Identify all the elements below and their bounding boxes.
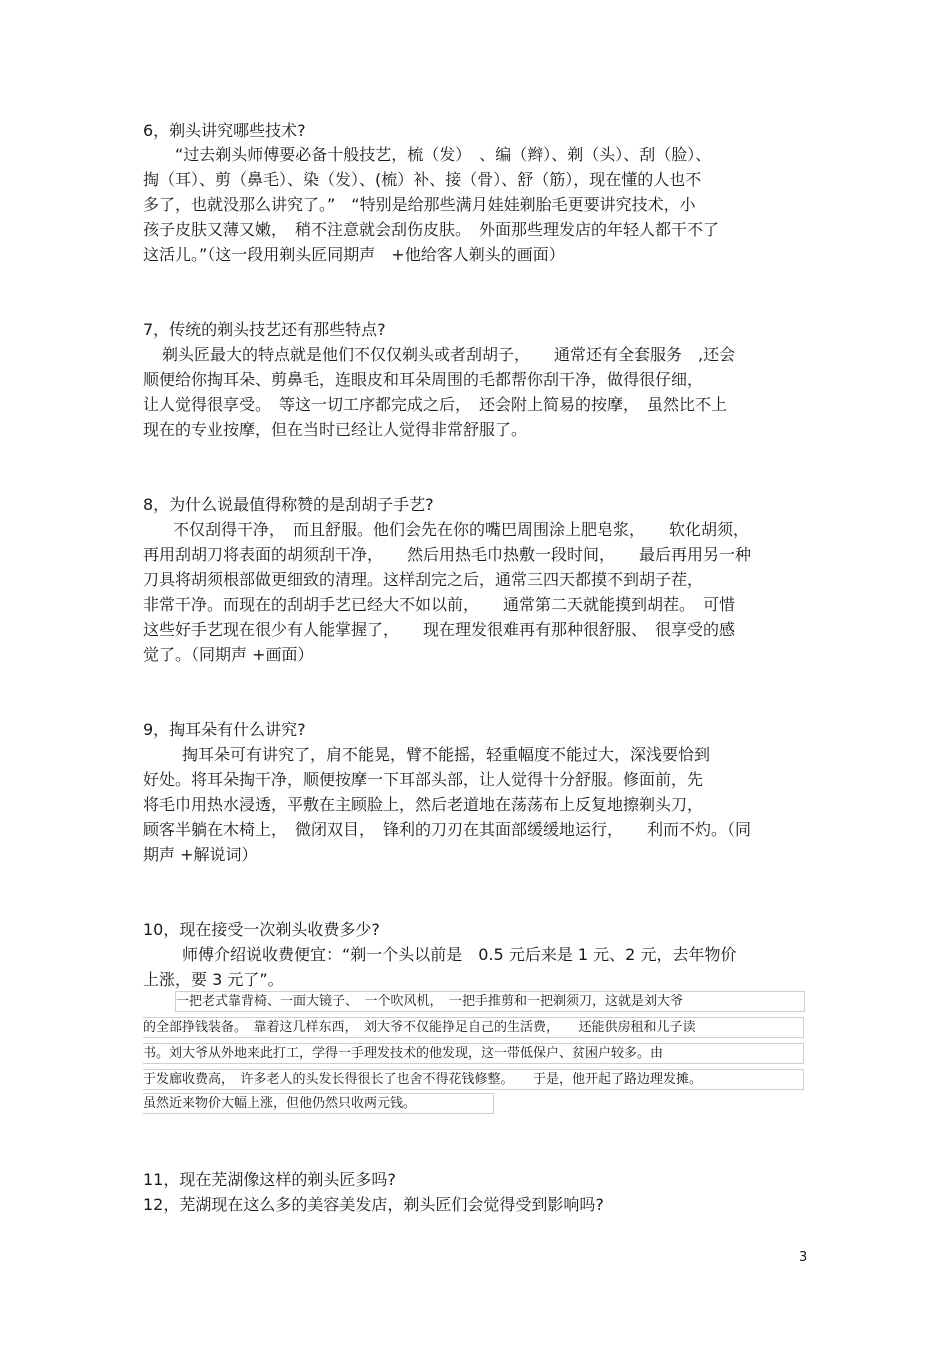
question-8-line-5: 这些好手艺现在很少有人能掌握了， 现在理发很难再有那种很舒服、 很享受的感 — [143, 620, 736, 639]
question-7-line-2: 顺便给你掏耳朵、剪鼻毛，连眼皮和耳朵周围的毛都帮你刮干净，做得很仔细， — [143, 370, 704, 389]
question-8-line-1: 不仅刮得干净， 而且舒服。他们会先在你的嘴巴周围涂上肥皂浆， 软化胡须， — [173, 520, 750, 539]
question-7-line-1: 剃头匠最大的特点就是他们不仅仅剃头或者刮胡子， 通常还有全套服务 ,还会 — [162, 345, 736, 364]
question-8-title: 8，为什么说最值得称赞的是刮胡子手艺? — [143, 495, 434, 514]
question-7-line-3: 让人觉得很享受。 等这一切工序都完成之后， 还会附上简易的按摩， 虽然比不上 — [143, 395, 728, 414]
question-8-line-4: 非常干净。而现在的刮胡手艺已经大不如以前， 通常第二天就能摸到胡茬。 可惜 — [143, 595, 736, 614]
question-10-title: 10，现在接受一次剃头收费多少? — [143, 920, 380, 939]
question-9-line-4: 顾客半躺在木椅上， 微闭双目， 锋利的刀刃在其面部缓缓地运行， 利而不灼。（同 — [143, 820, 752, 839]
question-10-line-2: 上涨，要 3 元了”。 — [143, 970, 284, 989]
question-10-line-1: 师傅介绍说收费便宜：“剃一个头以前是 0.5 元后来是 1 元、2 元，去年物价 — [182, 945, 737, 964]
question-9-line-3: 将毛巾用热水浸透，平敷在主顾脸上，然后老道地在荡荡布上反复地擦剃头刀， — [143, 795, 704, 814]
question-7-line-4: 现在的专业按摩，但在当时已经让人觉得非常舒服了。 — [143, 420, 528, 439]
question-6-line-3: 多了，也就没那么讲究了。” “特别是给那些满月娃娃剃胎毛更要讲究技术，小 — [143, 195, 696, 214]
question-9-line-1: 掏耳朵可有讲究了，肩不能晃，臂不能摇，轻重幅度不能过大，深浅要恰到 — [182, 745, 711, 764]
question-6-title: 6，剃头讲究哪些技术? — [143, 121, 306, 140]
question-11-title: 11，现在芜湖像这样的剃头匠多吗? — [143, 1170, 396, 1189]
page-number: 3 — [799, 1250, 808, 1265]
question-6-line-2: 掏（耳）、剪（鼻毛）、染（发）、(梳）补、接（骨）、舒（筋），现在懂的人也不 — [143, 170, 702, 189]
question-7-title: 7，传统的剃头技艺还有那些特点? — [143, 320, 386, 339]
question-8-line-3: 刀具将胡须根部做更细致的清理。这样刮完之后，通常三四天都摸不到胡子茬， — [143, 570, 704, 589]
boxed-paragraph-line-2: 的全部挣钱装备。 靠着这几样东西， 刘大爷不仅能挣足自己的生活费， 还能供房租和儿子读 — [143, 1017, 804, 1038]
boxed-paragraph-line-1: 一把老式靠背椅、一面大镜子、 一个吹风机， 一把手推剪和一把剃须刀，这就是刘大爷 — [175, 991, 805, 1012]
boxed-paragraph-line-5: 虽然近来物价大幅上涨，但他仍然只收两元钱。 — [143, 1093, 494, 1114]
question-12-title: 12，芜湖现在这么多的美容美发店，剃头匠们会觉得受到影响吗? — [143, 1195, 604, 1214]
question-9-line-5: 期声 +解说词） — [143, 845, 258, 864]
question-6-line-4: 孩子皮肤又薄又嫩， 稍不注意就会刮伤皮肤。 外面那些理发店的年轻人都干不了 — [143, 220, 720, 239]
question-6-line-5: 这活儿。”（这一段用剃头匠同期声 +他给客人剃头的画面） — [143, 245, 565, 264]
question-9-line-2: 好处。将耳朵掏干净，顺便按摩一下耳部头部，让人觉得十分舒服。修面前，先 — [143, 770, 704, 789]
question-9-title: 9，掏耳朵有什么讲究? — [143, 720, 306, 739]
question-8-line-2: 再用刮胡刀将表面的胡须刮干净， 然后用热毛巾热敷一段时间， 最后再用另一种 — [143, 545, 752, 564]
question-6-line-1: “过去剃头师傅要必备十般技艺，梳（发） 、编（辫）、剃（头）、刮（脸）、 — [175, 145, 712, 164]
boxed-paragraph-line-4: 于发廊收费高， 许多老人的头发长得很长了也舍不得花钱修整。 于是，他开起了路边理发摊。 — [143, 1069, 804, 1090]
question-8-line-6: 觉了。（同期声 +画面） — [143, 645, 314, 664]
boxed-paragraph-line-3: 书。刘大爷从外地来此打工，学得一手理发技术的他发现，这一带低保户、贫困户较多。由 — [143, 1043, 804, 1064]
